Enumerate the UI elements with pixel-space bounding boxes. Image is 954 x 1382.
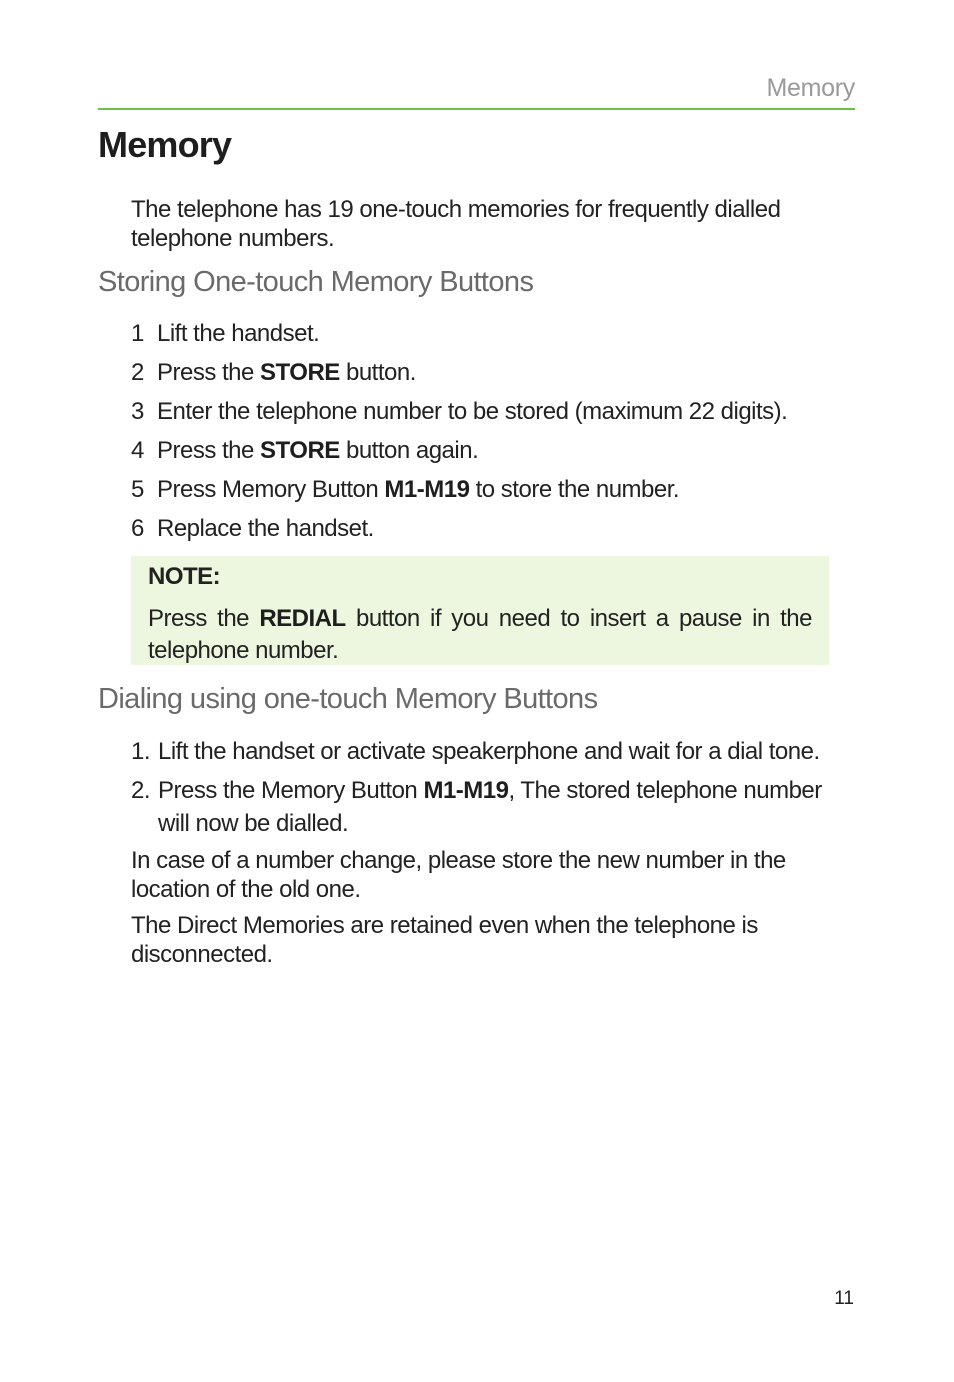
memory-button-label: M1-M19 bbox=[384, 476, 470, 503]
list-item bbox=[131, 436, 855, 475]
note-text-part: button if you need to insert a pause in the telephone number. bbox=[148, 605, 813, 664]
step-number: 5 bbox=[131, 476, 144, 503]
step-number: 1 bbox=[131, 320, 144, 347]
step-number: 3 bbox=[131, 398, 144, 425]
step-text bbox=[157, 397, 855, 426]
list-item bbox=[131, 774, 855, 840]
redial-button-label: REDIAL bbox=[259, 605, 346, 632]
list-item bbox=[131, 397, 855, 436]
list-item bbox=[131, 319, 855, 358]
running-header: Memory bbox=[766, 74, 855, 102]
step-text-part: Lift the handset or activate speakerphone and wait for a dial tone. bbox=[158, 738, 820, 765]
memory-button-label: M1-M19 bbox=[423, 777, 509, 804]
store-button-label: STORE bbox=[260, 359, 340, 386]
note-text-part: Press the bbox=[148, 605, 260, 632]
list-item bbox=[131, 735, 855, 768]
step-text-part: Replace the handset. bbox=[157, 515, 374, 542]
step-text bbox=[157, 358, 855, 387]
step-text-part: button. bbox=[339, 359, 416, 386]
list-item bbox=[131, 358, 855, 397]
storing-steps-list bbox=[131, 319, 855, 553]
list-item bbox=[131, 514, 855, 553]
step-text-part: Enter the telephone number to be stored (maximum 22 digits). bbox=[157, 398, 788, 425]
intro-paragraph: The telephone has 19 one-touch memories for frequently dialled telephone numbers. bbox=[131, 196, 781, 252]
step-text-part: Press the bbox=[157, 359, 261, 386]
retention-paragraph: The Direct Memories are retained even when the telephone is disconnected. bbox=[131, 912, 758, 968]
step-text bbox=[157, 436, 855, 465]
header-rule bbox=[98, 108, 855, 110]
step-text-part: Press Memory Button bbox=[157, 476, 385, 503]
step-text bbox=[157, 514, 855, 543]
note-title: NOTE: bbox=[148, 563, 221, 590]
step-number: 1. bbox=[131, 738, 151, 765]
note-body bbox=[148, 603, 812, 667]
list-item bbox=[131, 475, 855, 514]
page-title: Memory bbox=[98, 124, 232, 165]
store-button-label: STORE bbox=[260, 437, 340, 464]
step-text-part: Lift the handset. bbox=[157, 320, 320, 347]
step-number: 4 bbox=[131, 437, 144, 464]
section-heading-storing: Storing One-touch Memory Buttons bbox=[98, 266, 534, 298]
number-change-paragraph: In case of a number change, please store the new number in the location of the old one. bbox=[131, 847, 786, 903]
step-text-part: Press the Memory Button bbox=[158, 777, 424, 804]
step-text bbox=[157, 319, 855, 348]
section-heading-dialing: Dialing using one-touch Memory Buttons bbox=[98, 683, 598, 715]
step-text-part: to store the number. bbox=[469, 476, 680, 503]
page-number: 11 bbox=[834, 1288, 854, 1309]
step-text-part: button again. bbox=[339, 437, 479, 464]
step-text bbox=[157, 475, 855, 504]
step-number: 2. bbox=[131, 777, 151, 804]
dialing-steps-list bbox=[131, 735, 855, 846]
step-number: 2 bbox=[131, 359, 144, 386]
step-text-part: , The stored telephone number will now be dialled. bbox=[158, 777, 822, 837]
step-text bbox=[158, 774, 855, 840]
step-number: 6 bbox=[131, 515, 144, 542]
note-box bbox=[131, 556, 829, 665]
step-text bbox=[158, 735, 855, 768]
step-text-part: Press the bbox=[157, 437, 261, 464]
